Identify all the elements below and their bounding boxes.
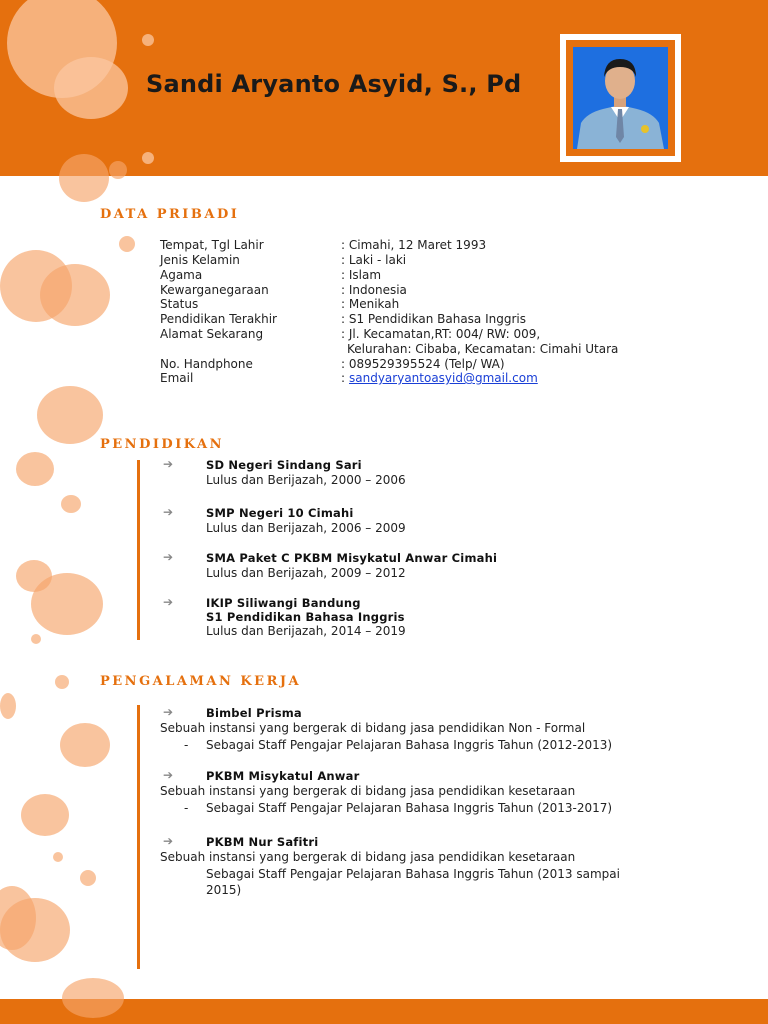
section-title-pendidikan: PENDIDIKAN (100, 437, 225, 452)
decor-circle (37, 386, 103, 444)
education-title: SMP Negeri 10 Cimahi (206, 506, 354, 520)
decor-circle (80, 870, 96, 886)
email-link[interactable]: sandyaryantoasyid@gmail.com (349, 371, 538, 385)
right-arrow-icon: ➔ (163, 550, 174, 564)
decor-circle (55, 675, 69, 689)
right-arrow-icon: ➔ (163, 595, 174, 609)
education-detail: Lulus dan Berijazah, 2014 – 2019 (206, 624, 406, 638)
experience-description: Sebuah instansi yang bergerak di bidang jasa pendidikan kesetaraan (160, 784, 576, 798)
decor-circle (54, 57, 128, 119)
decor-circle (0, 693, 16, 719)
education-detail: Lulus dan Berijazah, 2006 – 2009 (206, 521, 406, 535)
education-title: IKIP Siliwangi Bandung (206, 596, 361, 610)
experience-title: PKBM Misykatul Anwar (206, 769, 360, 783)
decor-circle (40, 264, 110, 326)
section-title-pengalaman-kerja: PENGALAMAN KERJA (100, 674, 302, 689)
decor-circle (62, 978, 124, 1018)
experience-role: Sebagai Staff Pengajar Pelajaran Bahasa Inggris Tahun (2012-2013) (206, 738, 613, 752)
experience-role: Sebagai Staff Pengajar Pelajaran Bahasa Inggris Tahun (2013 sampai (206, 867, 620, 881)
right-arrow-icon: ➔ (163, 834, 174, 848)
decor-circle (31, 573, 103, 635)
decor-circle (0, 898, 70, 962)
decor-circle (59, 154, 109, 202)
experience-role-continued: 2015) (206, 883, 242, 897)
education-detail: Lulus dan Berijazah, 2000 – 2006 (206, 473, 406, 487)
experience-title: Bimbel Prisma (206, 706, 302, 720)
list-item: Kelurahan: Cibaba, Kecamatan: Cimahi Utara (347, 342, 619, 356)
education-title: SD Negeri Sindang Sari (206, 458, 362, 472)
timeline-bar (137, 705, 140, 969)
right-arrow-icon: ➔ (163, 457, 174, 471)
decor-circle (21, 794, 69, 836)
profile-photo (573, 47, 668, 149)
education-title: SMA Paket C PKBM Misykatul Anwar Cimahi (206, 551, 498, 565)
education-subtitle: S1 Pendidikan Bahasa Inggris (206, 610, 405, 624)
bullet-dash: - (184, 738, 189, 752)
decor-circle (109, 161, 127, 179)
decor-circle (16, 452, 54, 486)
experience-title: PKBM Nur Safitri (206, 835, 319, 849)
right-arrow-icon: ➔ (163, 768, 174, 782)
timeline-bar (137, 460, 140, 640)
experience-description: Sebuah instansi yang bergerak di bidang jasa pendidikan Non - Formal (160, 721, 586, 735)
decor-circle (53, 852, 63, 862)
section-title-data-pribadi: DATA PRIBADI (100, 207, 240, 222)
person-portrait-icon (573, 47, 668, 149)
decor-circle (60, 723, 110, 767)
profile-photo-frame (560, 34, 681, 162)
experience-description: Sebuah instansi yang bergerak di bidang jasa pendidikan kesetaraan (160, 850, 576, 864)
decor-circle (142, 34, 154, 46)
right-arrow-icon: ➔ (163, 705, 174, 719)
experience-role: Sebagai Staff Pengajar Pelajaran Bahasa Inggris Tahun (2013-2017) (206, 801, 613, 815)
education-detail: Lulus dan Berijazah, 2009 – 2012 (206, 566, 406, 580)
decor-circle (31, 634, 41, 644)
right-arrow-icon: ➔ (163, 505, 174, 519)
decor-circle (119, 236, 135, 252)
decor-circle (142, 152, 154, 164)
bullet-dash: - (184, 801, 189, 815)
decor-circle (61, 495, 81, 513)
page-title: Sandi Aryanto Asyid, S., Pd (146, 70, 522, 98)
